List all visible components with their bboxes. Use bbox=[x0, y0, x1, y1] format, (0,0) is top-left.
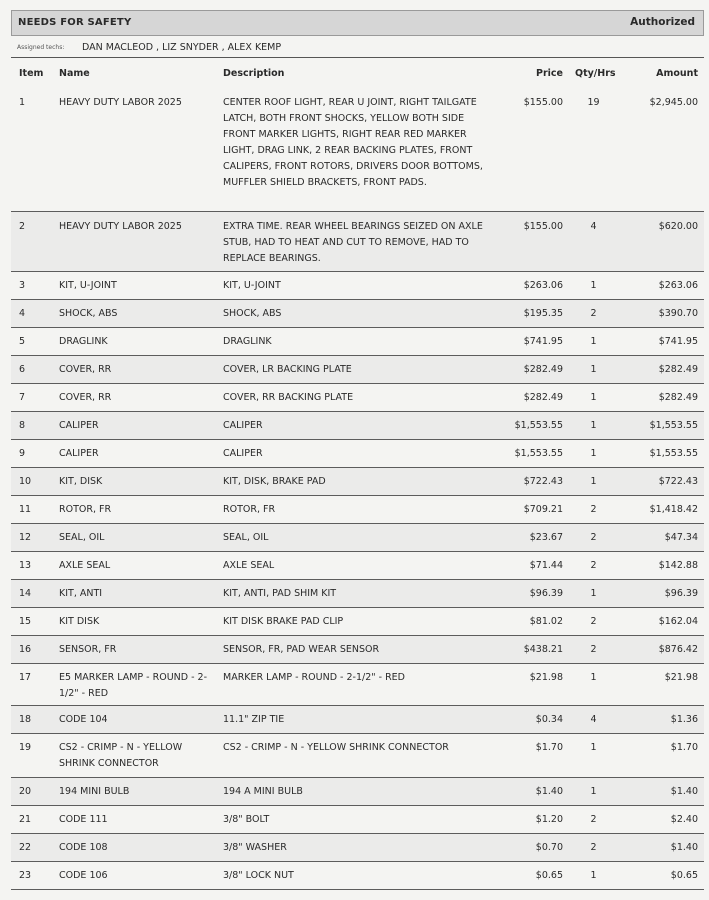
cell-qty: 2 bbox=[590, 308, 597, 319]
cell-qty: 2 bbox=[590, 842, 597, 853]
cell-item: 7 bbox=[19, 392, 26, 403]
cell-price: $1.40 bbox=[535, 786, 563, 797]
column-header-price: Price bbox=[536, 68, 563, 79]
cell-description: DRAGLINK bbox=[223, 336, 272, 347]
cell-amount: $390.70 bbox=[658, 308, 698, 319]
cell-price: $741.95 bbox=[523, 336, 563, 347]
table-row bbox=[11, 862, 704, 890]
cell-item: 11 bbox=[19, 504, 32, 515]
cell-price: $263.06 bbox=[523, 280, 563, 291]
cell-name: KIT, U-JOINT bbox=[59, 280, 117, 291]
cell-qty: 2 bbox=[590, 504, 597, 515]
cell-qty: 19 bbox=[587, 97, 600, 108]
cell-price: $0.70 bbox=[535, 842, 563, 853]
column-header-amount: Amount bbox=[656, 68, 698, 79]
cell-price: $81.02 bbox=[529, 616, 563, 627]
cell-qty: 1 bbox=[590, 588, 597, 599]
cell-description: KIT, DISK, BRAKE PAD bbox=[223, 476, 326, 487]
cell-item: 15 bbox=[19, 616, 32, 627]
cell-amount: $0.65 bbox=[670, 870, 698, 881]
table-row bbox=[11, 636, 704, 664]
cell-amount: $1,553.55 bbox=[649, 420, 698, 431]
cell-item: 4 bbox=[19, 308, 26, 319]
cell-qty: 2 bbox=[590, 560, 597, 571]
cell-price: $1.20 bbox=[535, 814, 563, 825]
cell-name: HEAVY DUTY LABOR 2025 bbox=[59, 221, 182, 232]
table-row bbox=[11, 706, 704, 734]
cell-item: 20 bbox=[19, 786, 32, 797]
table-row bbox=[11, 356, 704, 384]
cell-description: CS2 - CRIMP - N - YELLOW SHRINK CONNECTOR bbox=[223, 742, 449, 753]
table-row bbox=[11, 88, 704, 212]
cell-item: 22 bbox=[19, 842, 32, 853]
section-title: NEEDS FOR SAFETY bbox=[18, 17, 132, 28]
cell-item: 18 bbox=[19, 714, 32, 725]
cell-price: $96.39 bbox=[529, 588, 563, 599]
cell-price: $282.49 bbox=[523, 392, 563, 403]
cell-qty: 1 bbox=[590, 448, 597, 459]
cell-name: 194 MINI BULB bbox=[59, 786, 130, 797]
cell-description: SENSOR, FR, PAD WEAR SENSOR bbox=[223, 644, 380, 655]
cell-item: 3 bbox=[19, 280, 26, 291]
cell-name: KIT, ANTI bbox=[59, 588, 103, 599]
cell-qty: 1 bbox=[590, 420, 597, 431]
cell-item: 12 bbox=[19, 532, 32, 543]
cell-item: 16 bbox=[19, 644, 32, 655]
table-row bbox=[11, 412, 704, 440]
cell-price: $709.21 bbox=[523, 504, 563, 515]
cell-price: $155.00 bbox=[523, 97, 563, 108]
table-row bbox=[11, 834, 704, 862]
cell-name: ROTOR, FR bbox=[59, 504, 112, 515]
cell-name: CALIPER bbox=[59, 420, 99, 431]
cell-item: 23 bbox=[19, 870, 32, 881]
table-row bbox=[11, 440, 704, 468]
cell-amount: $741.95 bbox=[658, 336, 698, 347]
cell-description: ROTOR, FR bbox=[223, 504, 276, 515]
cell-amount: $1.40 bbox=[670, 786, 698, 797]
cell-qty: 1 bbox=[590, 336, 597, 347]
cell-qty: 1 bbox=[590, 364, 597, 375]
table-row bbox=[11, 608, 704, 636]
cell-qty: 1 bbox=[590, 280, 597, 291]
cell-amount: $1.40 bbox=[670, 842, 698, 853]
column-header-description: Description bbox=[223, 68, 285, 79]
cell-qty: 1 bbox=[590, 476, 597, 487]
cell-price: $71.44 bbox=[529, 560, 563, 571]
cell-description: KIT, U-JOINT bbox=[223, 280, 281, 291]
section-header bbox=[11, 10, 704, 36]
table-row bbox=[11, 384, 704, 412]
cell-name: CODE 111 bbox=[59, 814, 108, 825]
cell-amount: $282.49 bbox=[658, 392, 698, 403]
cell-description: CALIPER bbox=[223, 420, 263, 431]
cell-price: $0.34 bbox=[535, 714, 563, 725]
assigned-label: Assigned techs: bbox=[17, 44, 65, 51]
cell-description: CENTER ROOF LIGHT, REAR U JOINT, RIGHT TAILGATE LATCH, BOTH FRONT SHOCKS, YELLOW BOTH SIDE FRONT MARKER LIGHTS, RIGHT REAR RED MARKER LIGHT, DRAG LINK, 2 REAR BACKING PLATES, FRONT CALIPERS, FRONT ROTORS, DRIVERS DOOR BOTTOMS, MUFFLER SHIELD BRACKETS, FRONT PADS. bbox=[223, 97, 483, 188]
cell-qty: 2 bbox=[590, 814, 597, 825]
cell-price: $195.35 bbox=[523, 308, 563, 319]
cell-name: CS2 - CRIMP - N - YELLOW SHRINK CONNECTOR bbox=[59, 742, 183, 769]
cell-amount: $142.88 bbox=[658, 560, 698, 571]
cell-name: CODE 108 bbox=[59, 842, 108, 853]
table-row bbox=[11, 778, 704, 806]
cell-description: CALIPER bbox=[223, 448, 263, 459]
column-header-item: Item bbox=[19, 68, 44, 79]
cell-qty: 4 bbox=[590, 221, 597, 232]
cell-name: DRAGLINK bbox=[59, 336, 108, 347]
cell-description: 11.1" ZIP TIE bbox=[223, 714, 285, 725]
cell-amount: $620.00 bbox=[658, 221, 698, 232]
cell-name: CODE 106 bbox=[59, 870, 108, 881]
cell-name: AXLE SEAL bbox=[59, 560, 111, 571]
cell-price: $1,553.55 bbox=[514, 448, 563, 459]
cell-item: 21 bbox=[19, 814, 32, 825]
cell-price: $1.70 bbox=[535, 742, 563, 753]
cell-qty: 1 bbox=[590, 786, 597, 797]
cell-description: COVER, LR BACKING PLATE bbox=[223, 364, 352, 375]
cell-amount: $162.04 bbox=[658, 616, 698, 627]
cell-amount: $722.43 bbox=[658, 476, 698, 487]
cell-price: $722.43 bbox=[523, 476, 563, 487]
status-badge: Authorized bbox=[630, 16, 695, 28]
cell-amount: $1,553.55 bbox=[649, 448, 698, 459]
cell-price: $282.49 bbox=[523, 364, 563, 375]
table-row bbox=[11, 272, 704, 300]
cell-description: SEAL, OIL bbox=[223, 532, 269, 543]
cell-amount: $1.70 bbox=[670, 742, 698, 753]
cell-qty: 1 bbox=[590, 672, 597, 683]
cell-item: 5 bbox=[19, 336, 26, 347]
cell-name: KIT DISK bbox=[59, 616, 100, 627]
cell-qty: 2 bbox=[590, 616, 597, 627]
cell-amount: $282.49 bbox=[658, 364, 698, 375]
assigned-names: DAN MACLEOD , LIZ SNYDER , ALEX KEMP bbox=[82, 42, 282, 53]
table-row bbox=[11, 496, 704, 524]
cell-item: 1 bbox=[19, 97, 26, 108]
cell-name: COVER, RR bbox=[59, 392, 112, 403]
cell-amount: $2,945.00 bbox=[649, 97, 698, 108]
cell-qty: 2 bbox=[590, 532, 597, 543]
cell-name: CALIPER bbox=[59, 448, 99, 459]
cell-description: 3/8" LOCK NUT bbox=[223, 870, 294, 881]
table-row bbox=[11, 734, 704, 778]
cell-description: KIT DISK BRAKE PAD CLIP bbox=[223, 616, 344, 627]
cell-name: COVER, RR bbox=[59, 364, 112, 375]
cell-price: $155.00 bbox=[523, 221, 563, 232]
cell-description: 3/8" WASHER bbox=[223, 842, 287, 853]
cell-amount: $1.36 bbox=[670, 714, 698, 725]
cell-item: 14 bbox=[19, 588, 32, 599]
cell-description: EXTRA TIME. REAR WHEEL BEARINGS SEIZED ON AXLE STUB, HAD TO HEAT AND CUT TO REMOVE, HAD TO REPLACE BEARINGS. bbox=[223, 221, 483, 264]
cell-item: 8 bbox=[19, 420, 26, 431]
table-row bbox=[11, 806, 704, 834]
column-header-name: Name bbox=[59, 68, 90, 79]
cell-amount: $1,418.42 bbox=[649, 504, 698, 515]
cell-description: COVER, RR BACKING PLATE bbox=[223, 392, 354, 403]
cell-description: MARKER LAMP - ROUND - 2-1/2" - RED bbox=[223, 672, 405, 683]
table-row bbox=[11, 664, 704, 706]
cell-amount: $876.42 bbox=[658, 644, 698, 655]
cell-name: SEAL, OIL bbox=[59, 532, 105, 543]
cell-item: 2 bbox=[19, 221, 26, 232]
cell-item: 6 bbox=[19, 364, 26, 375]
cell-name: E5 MARKER LAMP - ROUND - 2-1/2" - RED bbox=[59, 672, 208, 699]
column-header-qty: Qty/Hrs bbox=[575, 68, 616, 79]
cell-name: HEAVY DUTY LABOR 2025 bbox=[59, 97, 182, 108]
cell-price: $0.65 bbox=[535, 870, 563, 881]
cell-amount: $96.39 bbox=[664, 588, 698, 599]
cell-amount: $47.34 bbox=[664, 532, 698, 543]
cell-qty: 4 bbox=[590, 714, 597, 725]
cell-amount: $21.98 bbox=[664, 672, 698, 683]
cell-name: KIT, DISK bbox=[59, 476, 103, 487]
cell-description: SHOCK, ABS bbox=[223, 308, 282, 319]
cell-name: SENSOR, FR bbox=[59, 644, 117, 655]
cell-price: $21.98 bbox=[529, 672, 563, 683]
table-row bbox=[11, 468, 704, 496]
cell-description: 194 A MINI BULB bbox=[223, 786, 303, 797]
assigned-techs bbox=[11, 38, 704, 58]
cell-item: 17 bbox=[19, 672, 32, 683]
cell-qty: 1 bbox=[590, 742, 597, 753]
cell-price: $23.67 bbox=[529, 532, 563, 543]
cell-name: CODE 104 bbox=[59, 714, 108, 725]
cell-name: SHOCK, ABS bbox=[59, 308, 118, 319]
table-row bbox=[11, 328, 704, 356]
table-row bbox=[11, 300, 704, 328]
cell-price: $1,553.55 bbox=[514, 420, 563, 431]
cell-qty: 1 bbox=[590, 392, 597, 403]
cell-item: 19 bbox=[19, 742, 32, 753]
cell-amount: $2.40 bbox=[670, 814, 698, 825]
cell-item: 10 bbox=[19, 476, 32, 487]
cell-description: AXLE SEAL bbox=[223, 560, 275, 571]
cell-amount: $263.06 bbox=[658, 280, 698, 291]
table-row bbox=[11, 212, 704, 272]
table-row bbox=[11, 524, 704, 552]
cell-description: 3/8" BOLT bbox=[223, 814, 270, 825]
cell-qty: 2 bbox=[590, 644, 597, 655]
cell-qty: 1 bbox=[590, 870, 597, 881]
cell-item: 9 bbox=[19, 448, 26, 459]
table-row bbox=[11, 552, 704, 580]
cell-item: 13 bbox=[19, 560, 32, 571]
cell-price: $438.21 bbox=[523, 644, 563, 655]
table-row bbox=[11, 580, 704, 608]
cell-description: KIT, ANTI, PAD SHIM KIT bbox=[223, 588, 337, 599]
